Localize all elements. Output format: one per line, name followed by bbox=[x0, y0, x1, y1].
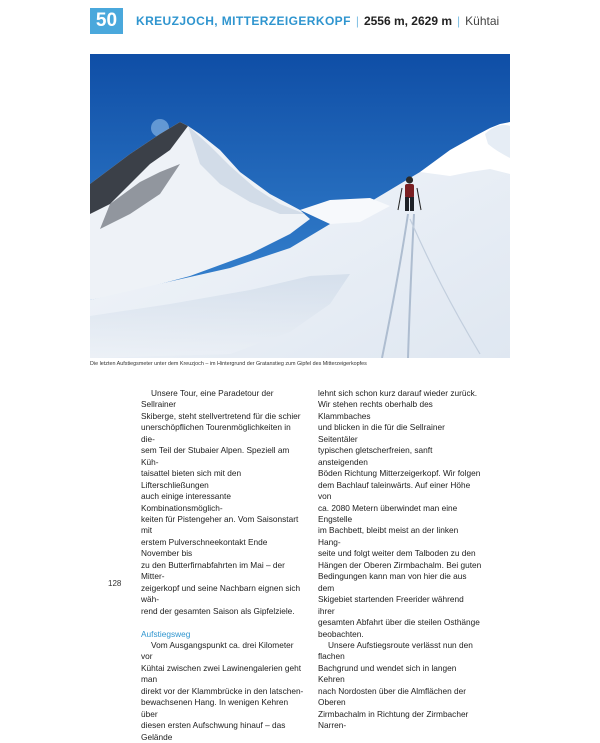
ski-tour-illustration bbox=[90, 54, 510, 358]
paragraph-line: Unsere Aufstiegsroute verlässt nun den flachen bbox=[318, 639, 473, 662]
title-line bbox=[136, 14, 499, 28]
paragraph-line: keiten für Pistengeher an. Vom Saisonstart mit bbox=[141, 513, 299, 536]
paragraph-line: Wir stehen rechts oberhalb des Klammbaches bbox=[318, 399, 433, 421]
summit-altitudes: 2556 m, 2629 m bbox=[363, 14, 453, 28]
title-separator-2: | bbox=[457, 14, 461, 28]
text-column-right bbox=[318, 388, 482, 732]
paragraph-line: taisattel bieten sich mit den Lifterschließungen bbox=[141, 468, 242, 490]
paragraph-line: auch einige interessante Kombinationsmöglich- bbox=[141, 491, 231, 513]
photo-caption: Die letzten Aufstiegsmeter unter dem Kreuzjoch – im Hintergrund der Gratanstieg zum Gipfel des Mitterzeigerkopfes bbox=[90, 361, 367, 367]
paragraph-line: direkt vor der Klammbrücke in den latschen- bbox=[141, 685, 304, 696]
tour-title: KREUZJOCH, MITTERZEIGERKOPF bbox=[136, 14, 351, 28]
paragraph-line: dem Bachlauf taleinwärts. Auf einer Höhe von bbox=[318, 479, 471, 502]
paragraph-line: rend der gesamten Saison als Gipfelziele. bbox=[141, 605, 295, 616]
page-header bbox=[90, 8, 510, 34]
text-column-left bbox=[141, 388, 305, 743]
paragraph-line: Hängen der Oberen Zirmbachalm. Bei guten bbox=[318, 559, 482, 570]
region-name: Kühtai bbox=[465, 14, 500, 28]
paragraph-line: bewachsenen Hang. In wenigen Kehren über bbox=[141, 697, 289, 719]
paragraph-line: diesen ersten Aufschwung hinauf – das Gelände bbox=[141, 720, 286, 742]
paragraph-line: im Bachbett, bleibt meist an der linken Hang- bbox=[318, 525, 459, 547]
paragraph-line: Böden Richtung Mitterzeigerkopf. Wir folgen bbox=[318, 468, 481, 479]
section-heading: Aufstiegsweg bbox=[141, 628, 191, 639]
paragraph-line: beobachten. bbox=[318, 628, 364, 639]
paragraph-line: gesamten Abfahrt über die steilen Osthänge bbox=[318, 617, 480, 628]
paragraph-line: Unsere Tour, eine Paradetour der Sellrainer bbox=[141, 388, 274, 410]
paragraph-line: ca. 2080 Metern überwindet man eine Engstelle bbox=[318, 502, 458, 524]
paragraph-line: zeigerkopf und seine Nachbarn eignen sich wäh- bbox=[141, 582, 301, 605]
paragraph-line: Bachgrund und wendet sich in langen Kehren bbox=[318, 662, 457, 685]
paragraph-line: sem Teil der Stubaier Alpen. Speziell am Küh- bbox=[141, 445, 290, 467]
paragraph-line: Bedingungen kann man von hier die aus dem bbox=[318, 571, 467, 593]
paragraph-line: Skigebiet startenden Freerider während ihrer bbox=[318, 594, 464, 616]
paragraph-line: und blicken in die für die Sellrainer Seitentäler bbox=[318, 422, 445, 444]
paragraph-line: lehnt sich schon kurz darauf wieder zurück. bbox=[318, 388, 478, 398]
paragraph-line: Zirmbachalm in Richtung der Zirmbacher Narren- bbox=[318, 708, 469, 731]
page-number: 128 bbox=[108, 579, 122, 588]
paragraph-line: seite und folgt weiter dem Talboden zu den bbox=[318, 548, 476, 559]
title-separator: | bbox=[355, 14, 359, 28]
paragraph-line: Vom Ausgangspunkt ca. drei Kilometer vor bbox=[141, 639, 294, 662]
paragraph-line: Skiberge, steht stellvertretend für die schier bbox=[141, 410, 301, 421]
paragraph-line: erstem Pulverschneekontakt Ende November bis bbox=[141, 536, 268, 559]
paragraph-line: zu den Butterfirnabfahrten im Mai – der Mitter- bbox=[141, 559, 285, 582]
paragraph-line: unerschöpflichen Tourenmöglichkeiten in die- bbox=[141, 422, 291, 444]
tour-number-badge: 50 bbox=[90, 8, 123, 34]
paragraph-line: nach Nordosten über die Almflächen der Oberen bbox=[318, 685, 467, 708]
paragraph-line: typischen gletscherfreien, sanft ansteigenden bbox=[318, 445, 433, 467]
mountain-photo bbox=[90, 54, 510, 358]
paragraph-line: Kühtai zwischen zwei Lawinengalerien geht man bbox=[141, 662, 302, 685]
